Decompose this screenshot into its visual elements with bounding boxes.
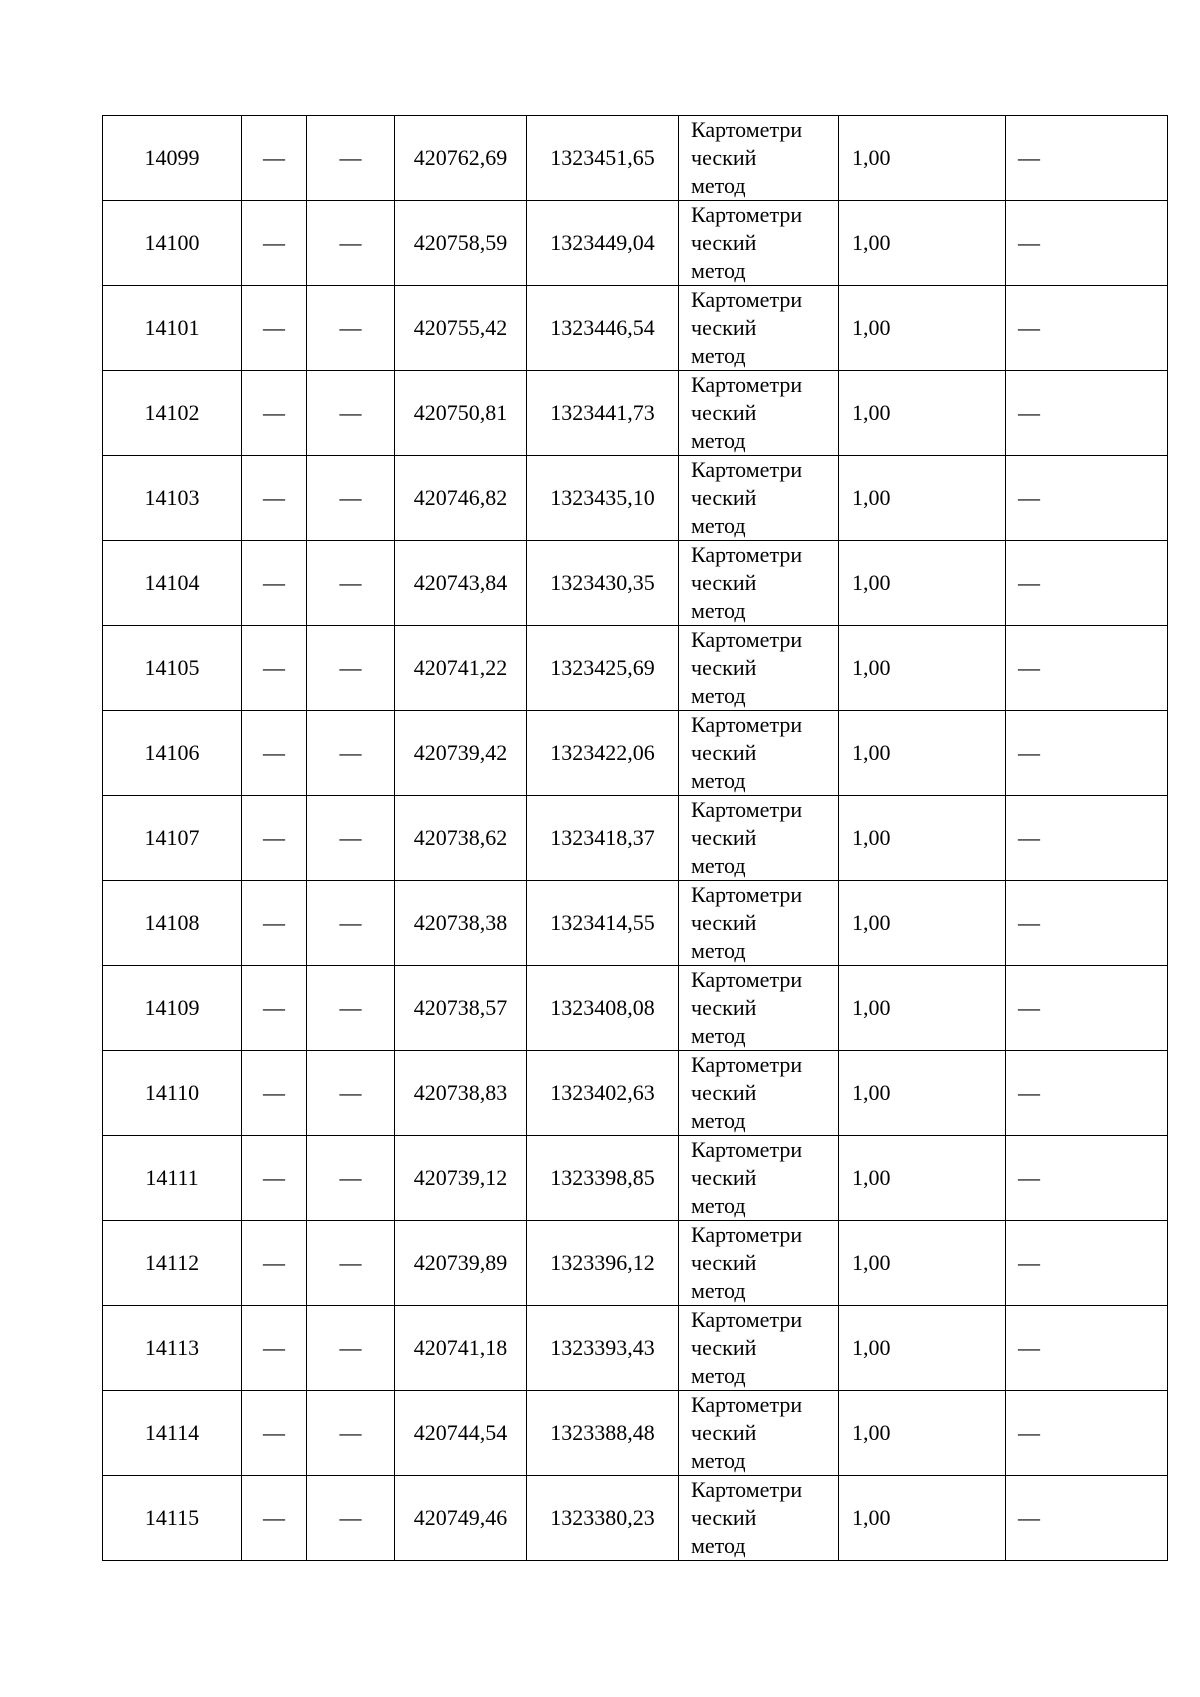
coordinate-y-cell: 1323441,73: [527, 371, 679, 456]
method-text-line: метод: [691, 258, 746, 283]
method-cell: [679, 966, 839, 1051]
method-text-line: Картометри: [691, 1222, 803, 1247]
method-text-line: Картометри: [691, 457, 803, 482]
coordinate-x-cell: 420762,69: [395, 116, 527, 201]
empty-dash-cell: —: [307, 796, 395, 881]
empty-dash-cell: —: [1006, 626, 1168, 711]
accuracy-cell: 1,00: [839, 626, 1006, 711]
empty-dash-cell: —: [1006, 371, 1168, 456]
coordinate-y-cell: 1323430,35: [527, 541, 679, 626]
table-row: [103, 1136, 1168, 1221]
table-row: [103, 1306, 1168, 1391]
point-number-cell: 14106: [103, 711, 242, 796]
coordinate-x-cell: 420741,22: [395, 626, 527, 711]
empty-dash-cell: —: [1006, 1391, 1168, 1476]
empty-dash-cell: —: [242, 371, 307, 456]
empty-dash-cell: —: [307, 711, 395, 796]
method-text-line: ческий: [691, 1335, 757, 1360]
empty-dash-cell: —: [1006, 1136, 1168, 1221]
method-text-line: ческий: [691, 315, 757, 340]
empty-dash-cell: —: [1006, 1476, 1168, 1561]
accuracy-cell: 1,00: [839, 881, 1006, 966]
method-text-line: Картометри: [691, 1137, 803, 1162]
empty-dash-cell: —: [1006, 1051, 1168, 1136]
method-cell: [679, 1476, 839, 1561]
table-body: [103, 116, 1168, 1561]
point-number-cell: 14101: [103, 286, 242, 371]
empty-dash-cell: —: [307, 541, 395, 626]
coordinate-x-cell: 420738,83: [395, 1051, 527, 1136]
empty-dash-cell: —: [242, 116, 307, 201]
empty-dash-cell: —: [242, 456, 307, 541]
table-row: [103, 1051, 1168, 1136]
table-row: [103, 881, 1168, 966]
coordinate-y-cell: 1323402,63: [527, 1051, 679, 1136]
empty-dash-cell: —: [307, 626, 395, 711]
point-number-cell: 14105: [103, 626, 242, 711]
table-row: [103, 711, 1168, 796]
point-number-cell: 14113: [103, 1306, 242, 1391]
method-cell: [679, 1136, 839, 1221]
empty-dash-cell: —: [242, 286, 307, 371]
point-number-cell: 14104: [103, 541, 242, 626]
empty-dash-cell: —: [242, 626, 307, 711]
empty-dash-cell: —: [1006, 286, 1168, 371]
accuracy-cell: 1,00: [839, 1221, 1006, 1306]
coordinate-x-cell: 420750,81: [395, 371, 527, 456]
method-text-line: метод: [691, 428, 746, 453]
table-row: [103, 1391, 1168, 1476]
empty-dash-cell: —: [242, 1306, 307, 1391]
method-text-line: метод: [691, 1278, 746, 1303]
method-text-line: ческий: [691, 1505, 757, 1530]
table-row: [103, 201, 1168, 286]
coordinates-table: [102, 115, 1168, 1561]
empty-dash-cell: —: [307, 286, 395, 371]
point-number-cell: 14111: [103, 1136, 242, 1221]
empty-dash-cell: —: [307, 966, 395, 1051]
method-text-line: метод: [691, 343, 746, 368]
table-row: [103, 796, 1168, 881]
method-text-line: ческий: [691, 145, 757, 170]
method-cell: [679, 116, 839, 201]
method-text-line: метод: [691, 768, 746, 793]
point-number-cell: 14114: [103, 1391, 242, 1476]
point-number-cell: 14110: [103, 1051, 242, 1136]
method-text-line: Картометри: [691, 1392, 803, 1417]
method-text-line: ческий: [691, 740, 757, 765]
table-row: [103, 966, 1168, 1051]
empty-dash-cell: —: [1006, 711, 1168, 796]
empty-dash-cell: —: [307, 1051, 395, 1136]
empty-dash-cell: —: [1006, 116, 1168, 201]
method-text-line: ческий: [691, 825, 757, 850]
point-number-cell: 14103: [103, 456, 242, 541]
empty-dash-cell: —: [307, 456, 395, 541]
coordinate-x-cell: 420738,38: [395, 881, 527, 966]
empty-dash-cell: —: [242, 1136, 307, 1221]
empty-dash-cell: —: [307, 116, 395, 201]
coordinate-x-cell: 420738,57: [395, 966, 527, 1051]
method-text-line: Картометри: [691, 712, 803, 737]
coordinate-x-cell: 420739,42: [395, 711, 527, 796]
accuracy-cell: 1,00: [839, 796, 1006, 881]
coordinate-y-cell: 1323398,85: [527, 1136, 679, 1221]
coordinate-y-cell: 1323393,43: [527, 1306, 679, 1391]
empty-dash-cell: —: [307, 1136, 395, 1221]
point-number-cell: 14100: [103, 201, 242, 286]
empty-dash-cell: —: [242, 711, 307, 796]
method-cell: [679, 371, 839, 456]
accuracy-cell: 1,00: [839, 1136, 1006, 1221]
method-text-line: метод: [691, 938, 746, 963]
accuracy-cell: 1,00: [839, 966, 1006, 1051]
coordinate-y-cell: 1323425,69: [527, 626, 679, 711]
empty-dash-cell: —: [242, 1221, 307, 1306]
table-row: [103, 1221, 1168, 1306]
method-text-line: Картометри: [691, 1052, 803, 1077]
method-text-line: ческий: [691, 995, 757, 1020]
method-text-line: ческий: [691, 485, 757, 510]
coordinate-y-cell: 1323380,23: [527, 1476, 679, 1561]
coordinate-y-cell: 1323451,65: [527, 116, 679, 201]
method-text-line: Картометри: [691, 627, 803, 652]
method-text-line: ческий: [691, 1420, 757, 1445]
coordinate-y-cell: 1323422,06: [527, 711, 679, 796]
method-cell: [679, 286, 839, 371]
method-text-line: Картометри: [691, 797, 803, 822]
empty-dash-cell: —: [1006, 881, 1168, 966]
accuracy-cell: 1,00: [839, 456, 1006, 541]
coordinate-x-cell: 420744,54: [395, 1391, 527, 1476]
empty-dash-cell: —: [1006, 456, 1168, 541]
empty-dash-cell: —: [242, 796, 307, 881]
method-text-line: Картометри: [691, 372, 803, 397]
method-cell: [679, 1221, 839, 1306]
coordinate-y-cell: 1323408,08: [527, 966, 679, 1051]
table-row: [103, 456, 1168, 541]
empty-dash-cell: —: [307, 881, 395, 966]
empty-dash-cell: —: [242, 966, 307, 1051]
method-cell: [679, 1391, 839, 1476]
table-row: [103, 286, 1168, 371]
point-number-cell: 14099: [103, 116, 242, 201]
coordinate-x-cell: 420739,89: [395, 1221, 527, 1306]
method-text-line: Картометри: [691, 117, 803, 142]
coordinate-y-cell: 1323414,55: [527, 881, 679, 966]
method-text-line: метод: [691, 1193, 746, 1218]
method-text-line: Картометри: [691, 1477, 803, 1502]
method-cell: [679, 881, 839, 966]
accuracy-cell: 1,00: [839, 286, 1006, 371]
coordinate-x-cell: 420741,18: [395, 1306, 527, 1391]
empty-dash-cell: —: [307, 371, 395, 456]
method-text-line: метод: [691, 853, 746, 878]
method-text-line: метод: [691, 513, 746, 538]
method-text-line: Картометри: [691, 287, 803, 312]
empty-dash-cell: —: [1006, 1306, 1168, 1391]
empty-dash-cell: —: [242, 201, 307, 286]
empty-dash-cell: —: [1006, 1221, 1168, 1306]
method-cell: [679, 626, 839, 711]
empty-dash-cell: —: [242, 1051, 307, 1136]
method-text-line: метод: [691, 1108, 746, 1133]
coordinate-x-cell: 420743,84: [395, 541, 527, 626]
coordinate-y-cell: 1323418,37: [527, 796, 679, 881]
method-text-line: ческий: [691, 230, 757, 255]
method-text-line: метод: [691, 1533, 746, 1558]
method-text-line: ческий: [691, 1165, 757, 1190]
empty-dash-cell: —: [307, 1221, 395, 1306]
empty-dash-cell: —: [242, 881, 307, 966]
empty-dash-cell: —: [307, 1391, 395, 1476]
empty-dash-cell: —: [1006, 796, 1168, 881]
method-text-line: метод: [691, 173, 746, 198]
method-cell: [679, 1306, 839, 1391]
accuracy-cell: 1,00: [839, 1476, 1006, 1561]
table-row: [103, 541, 1168, 626]
empty-dash-cell: —: [242, 1391, 307, 1476]
method-text-line: метод: [691, 1363, 746, 1388]
method-text-line: метод: [691, 1448, 746, 1473]
accuracy-cell: 1,00: [839, 1306, 1006, 1391]
method-text-line: Картометри: [691, 967, 803, 992]
accuracy-cell: 1,00: [839, 541, 1006, 626]
empty-dash-cell: —: [242, 1476, 307, 1561]
coordinate-y-cell: 1323396,12: [527, 1221, 679, 1306]
empty-dash-cell: —: [307, 201, 395, 286]
method-text-line: ческий: [691, 400, 757, 425]
method-text-line: Картометри: [691, 202, 803, 227]
coordinate-x-cell: 420739,12: [395, 1136, 527, 1221]
method-cell: [679, 456, 839, 541]
method-text-line: Картометри: [691, 882, 803, 907]
method-cell: [679, 711, 839, 796]
empty-dash-cell: —: [1006, 541, 1168, 626]
coordinate-x-cell: 420755,42: [395, 286, 527, 371]
coordinate-x-cell: 420738,62: [395, 796, 527, 881]
coordinate-y-cell: 1323449,04: [527, 201, 679, 286]
coordinate-x-cell: 420758,59: [395, 201, 527, 286]
method-cell: [679, 541, 839, 626]
point-number-cell: 14107: [103, 796, 242, 881]
accuracy-cell: 1,00: [839, 1051, 1006, 1136]
coordinate-x-cell: 420749,46: [395, 1476, 527, 1561]
method-text-line: ческий: [691, 1250, 757, 1275]
empty-dash-cell: —: [1006, 966, 1168, 1051]
coordinate-y-cell: 1323388,48: [527, 1391, 679, 1476]
table-row: [103, 626, 1168, 711]
method-text-line: ческий: [691, 1080, 757, 1105]
empty-dash-cell: —: [242, 541, 307, 626]
empty-dash-cell: —: [1006, 201, 1168, 286]
point-number-cell: 14108: [103, 881, 242, 966]
table-row: [103, 371, 1168, 456]
point-number-cell: 14102: [103, 371, 242, 456]
accuracy-cell: 1,00: [839, 116, 1006, 201]
point-number-cell: 14115: [103, 1476, 242, 1561]
empty-dash-cell: —: [307, 1306, 395, 1391]
accuracy-cell: 1,00: [839, 711, 1006, 796]
table-row: [103, 116, 1168, 201]
table-row: [103, 1476, 1168, 1561]
accuracy-cell: 1,00: [839, 1391, 1006, 1476]
point-number-cell: 14112: [103, 1221, 242, 1306]
method-text-line: ческий: [691, 570, 757, 595]
coordinate-x-cell: 420746,82: [395, 456, 527, 541]
method-text-line: Картометри: [691, 1307, 803, 1332]
method-text-line: ческий: [691, 655, 757, 680]
method-text-line: метод: [691, 683, 746, 708]
method-text-line: метод: [691, 598, 746, 623]
coordinate-y-cell: 1323435,10: [527, 456, 679, 541]
accuracy-cell: 1,00: [839, 201, 1006, 286]
method-cell: [679, 201, 839, 286]
method-text-line: метод: [691, 1023, 746, 1048]
method-cell: [679, 796, 839, 881]
method-text-line: ческий: [691, 910, 757, 935]
coordinate-y-cell: 1323446,54: [527, 286, 679, 371]
empty-dash-cell: —: [307, 1476, 395, 1561]
method-cell: [679, 1051, 839, 1136]
accuracy-cell: 1,00: [839, 371, 1006, 456]
method-text-line: Картометри: [691, 542, 803, 567]
point-number-cell: 14109: [103, 966, 242, 1051]
